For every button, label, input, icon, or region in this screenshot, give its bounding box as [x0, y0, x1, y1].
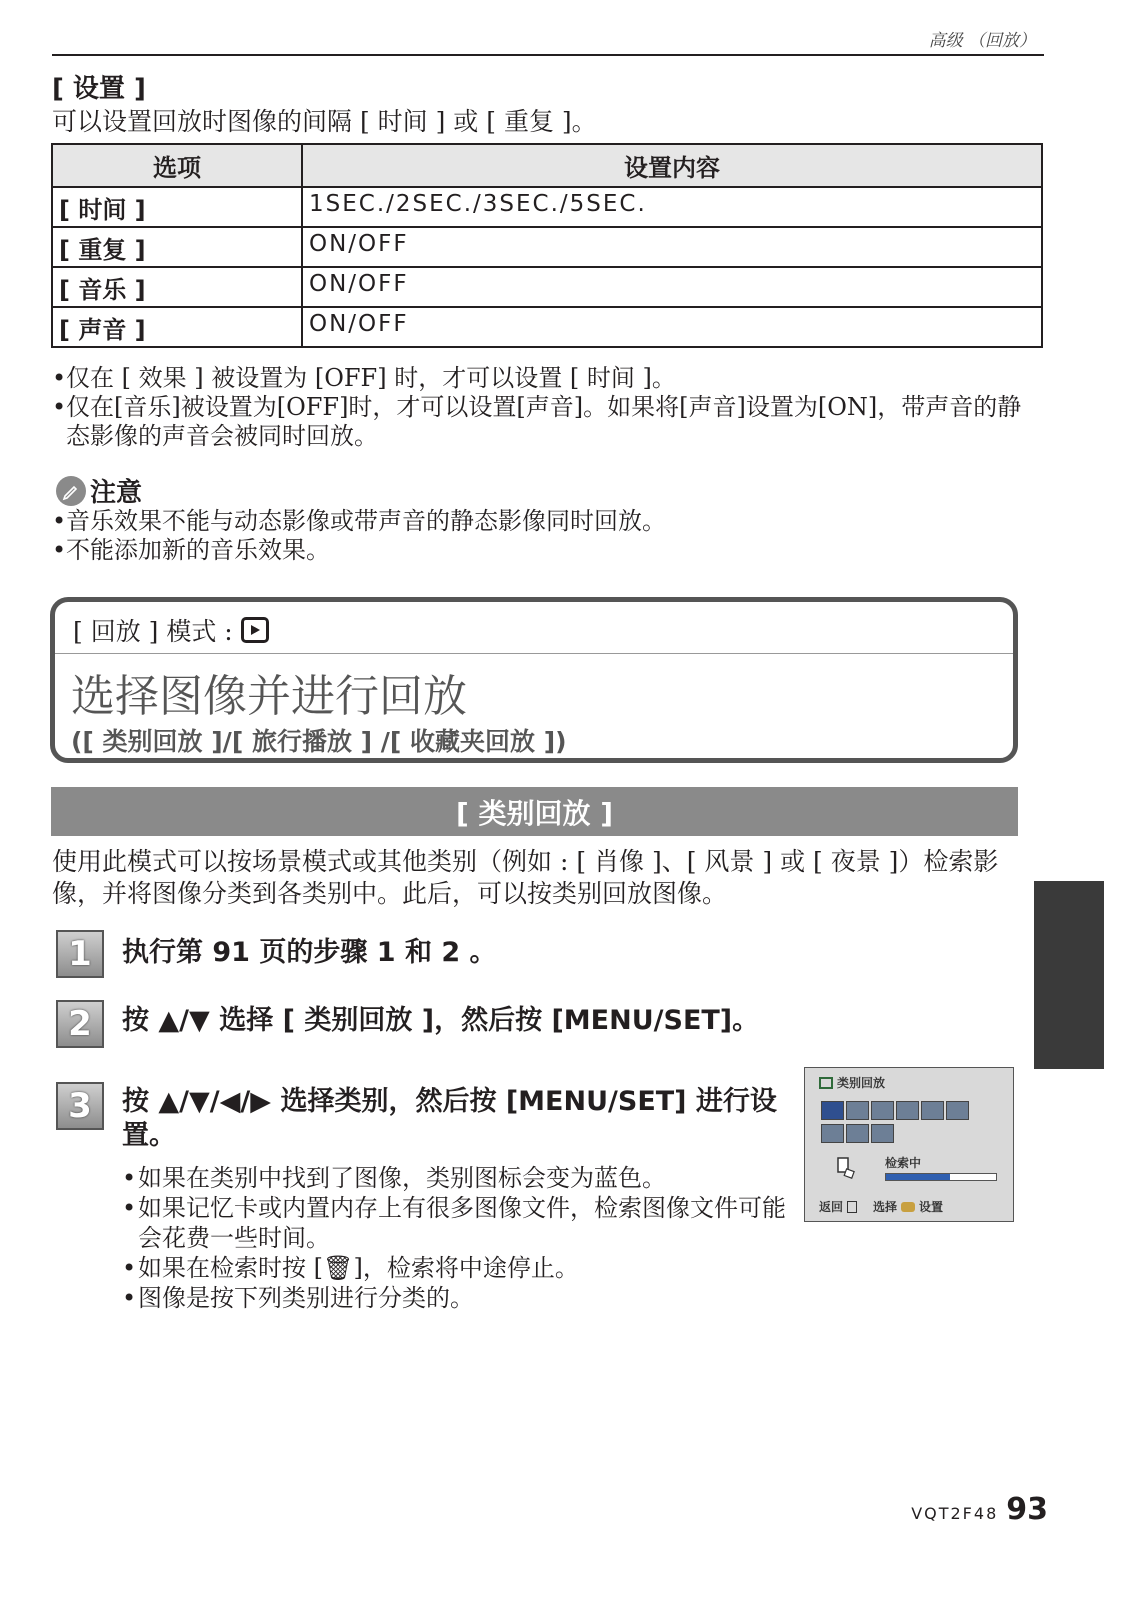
step-1-text: 执行第 91 页的步骤 1 和 2 。	[122, 937, 497, 968]
category-playback-icon	[819, 1077, 833, 1089]
lcd-bottom-bar	[819, 1198, 943, 1215]
baby-category-icon[interactable]	[946, 1101, 969, 1120]
mode-box-divider	[55, 653, 1013, 654]
pet-category-icon[interactable]	[821, 1124, 844, 1143]
table-header-option: 选项	[52, 144, 302, 187]
step-2-text: 按 ▲/▼ 选择 [ 类别回放 ]，然后按 [MENU/SET]。	[122, 1005, 760, 1036]
list-item: • 如果记忆卡或内置内存上有很多图像文件，检索图像文件可能会花费一些时间。	[122, 1193, 792, 1253]
event-category-icon[interactable]	[871, 1124, 894, 1143]
trash-icon	[847, 1201, 857, 1213]
lcd-searching-label: 检索中	[885, 1156, 922, 1170]
bullet-text: 如果记忆卡或内置内存上有很多图像文件，检索图像文件可能会花费一些时间。	[138, 1194, 786, 1252]
camera-lcd-screenshot	[804, 1067, 1014, 1222]
table-cell-value: ON/OFF	[302, 267, 1042, 307]
mode-label	[73, 612, 269, 648]
table-header-row	[52, 144, 1042, 187]
settings-heading: [ 设置 ]	[52, 74, 146, 104]
lcd-title-text: 类别回放	[837, 1076, 886, 1090]
mode-box	[50, 597, 1018, 763]
document-code: VQT2F48	[911, 1504, 999, 1523]
night-portrait-category-icon[interactable]	[896, 1101, 919, 1120]
portrait-category-icon[interactable]	[821, 1101, 844, 1120]
list-item: • 不能添加新的音乐效果。	[52, 536, 330, 564]
table-cell-option: [ 时间 ]	[52, 187, 302, 227]
note-bullets	[52, 507, 1042, 565]
lcd-title	[819, 1074, 885, 1091]
sports-category-icon[interactable]	[921, 1101, 944, 1120]
note-heading	[56, 472, 142, 509]
food-category-icon[interactable]	[846, 1124, 869, 1143]
header-divider	[52, 54, 1044, 56]
memory-card-icon	[835, 1156, 855, 1182]
lcd-icon-row-1	[821, 1101, 969, 1120]
list-item: • 仅在[音乐]被设置为[OFF]时，才可以设置[声音]。如果将[声音]设置为[ON]，带声音的静态影像的声音会被同时回放。	[52, 393, 1042, 451]
skin-category-icon[interactable]	[846, 1101, 869, 1120]
lcd-set-label: 设置	[919, 1200, 944, 1214]
bullet-text: 如果在类别中找到了图像，类别图标会变为蓝色。	[138, 1164, 666, 1192]
list-item: • 如果在检索时按 [🗑]，检索将中途停止。	[122, 1254, 579, 1282]
list-item: • 音乐效果不能与动态影像或带声音的静态影像同时回放。	[52, 507, 666, 535]
settings-table	[51, 143, 1043, 348]
header-section-label: 高级 （回放）	[928, 31, 1036, 51]
mode-subtitle: ([ 类别回放 ]/[ 旅行播放 ] /[ 收藏夹回放 ])	[71, 727, 567, 756]
table-cell-option: [ 重复 ]	[52, 227, 302, 267]
step-3-bullets	[122, 1163, 792, 1313]
table-cell-option: [ 音乐 ]	[52, 267, 302, 307]
table-cell-option: [ 声音 ]	[52, 307, 302, 347]
page-footer	[911, 1492, 1048, 1527]
playback-mode-icon	[241, 617, 269, 643]
bullet-text: 音乐效果不能与动态影像或带声音的静态影像同时回放。	[66, 507, 666, 535]
table-cell-value: ON/OFF	[302, 227, 1042, 267]
search-progress-fill	[886, 1174, 950, 1180]
table-row	[52, 227, 1042, 267]
bullet-text: 不能添加新的音乐效果。	[66, 536, 330, 564]
lcd-icon-row-2	[821, 1124, 894, 1143]
page-number: 93	[1006, 1492, 1048, 1527]
step-number-1: 1	[56, 930, 104, 978]
settings-bullets	[52, 364, 1042, 451]
category-description: 使用此模式可以按场景模式或其他类别（例如 : [ 肖像 ]、[ 风景 ] 或 [ 夜景 ]）检索影像，并将图像分类到各类别中。此后，可以按类别回放图像。	[52, 847, 999, 908]
bullet-text: 图像是按下列类别进行分类的。	[138, 1284, 474, 1312]
list-item: • 图像是按下列类别进行分类的。	[122, 1284, 474, 1312]
dpad-icon	[901, 1202, 915, 1212]
note-title: 注意	[90, 478, 143, 508]
lcd-back-label: 返回	[819, 1200, 844, 1214]
step-number-3: 3	[56, 1082, 104, 1130]
pencil-icon	[56, 476, 86, 506]
chapter-side-tab	[1034, 881, 1104, 1069]
table-row	[52, 307, 1042, 347]
search-progress-bar	[885, 1173, 997, 1181]
step-number-2: 2	[56, 1000, 104, 1048]
step-3-text: 按 ▲/▼/◀/▶ 选择类别，然后按 [MENU/SET] 进行设置。	[122, 1086, 777, 1151]
list-item: • 仅在 [ 效果 ] 被设置为 [OFF] 时，才可以设置 [ 时间 ]。	[52, 364, 676, 392]
table-header-content: 设置内容	[302, 144, 1042, 187]
table-cell-value: 1SEC./2SEC./3SEC./5SEC.	[302, 187, 1042, 227]
table-row	[52, 187, 1042, 227]
table-row	[52, 267, 1042, 307]
mode-title: 选择图像并进行回放	[71, 671, 467, 722]
mode-label-text: [ 回放 ] 模式 :	[73, 617, 233, 646]
bullet-text: 仅在 [ 效果 ] 被设置为 [OFF] 时，才可以设置 [ 时间 ]。	[66, 364, 676, 392]
settings-description: 可以设置回放时图像的间隔 [ 时间 ] 或 [ 重复 ]。	[52, 107, 597, 136]
bullet-text: 仅在[音乐]被设置为[OFF]时，才可以设置[声音]。如果将[声音]设置为[ON]，带声音的静态影像的声音会被同时回放。	[66, 393, 1022, 450]
category-section-bar: [ 类别回放 ]	[51, 787, 1018, 836]
list-item: • 如果在类别中找到了图像，类别图标会变为蓝色。	[122, 1164, 666, 1192]
table-cell-value: ON/OFF	[302, 307, 1042, 347]
lcd-select-label: 选择	[873, 1200, 898, 1214]
scenery-category-icon[interactable]	[871, 1101, 894, 1120]
bullet-text: 如果在检索时按 [🗑]，检索将中途停止。	[138, 1254, 579, 1282]
